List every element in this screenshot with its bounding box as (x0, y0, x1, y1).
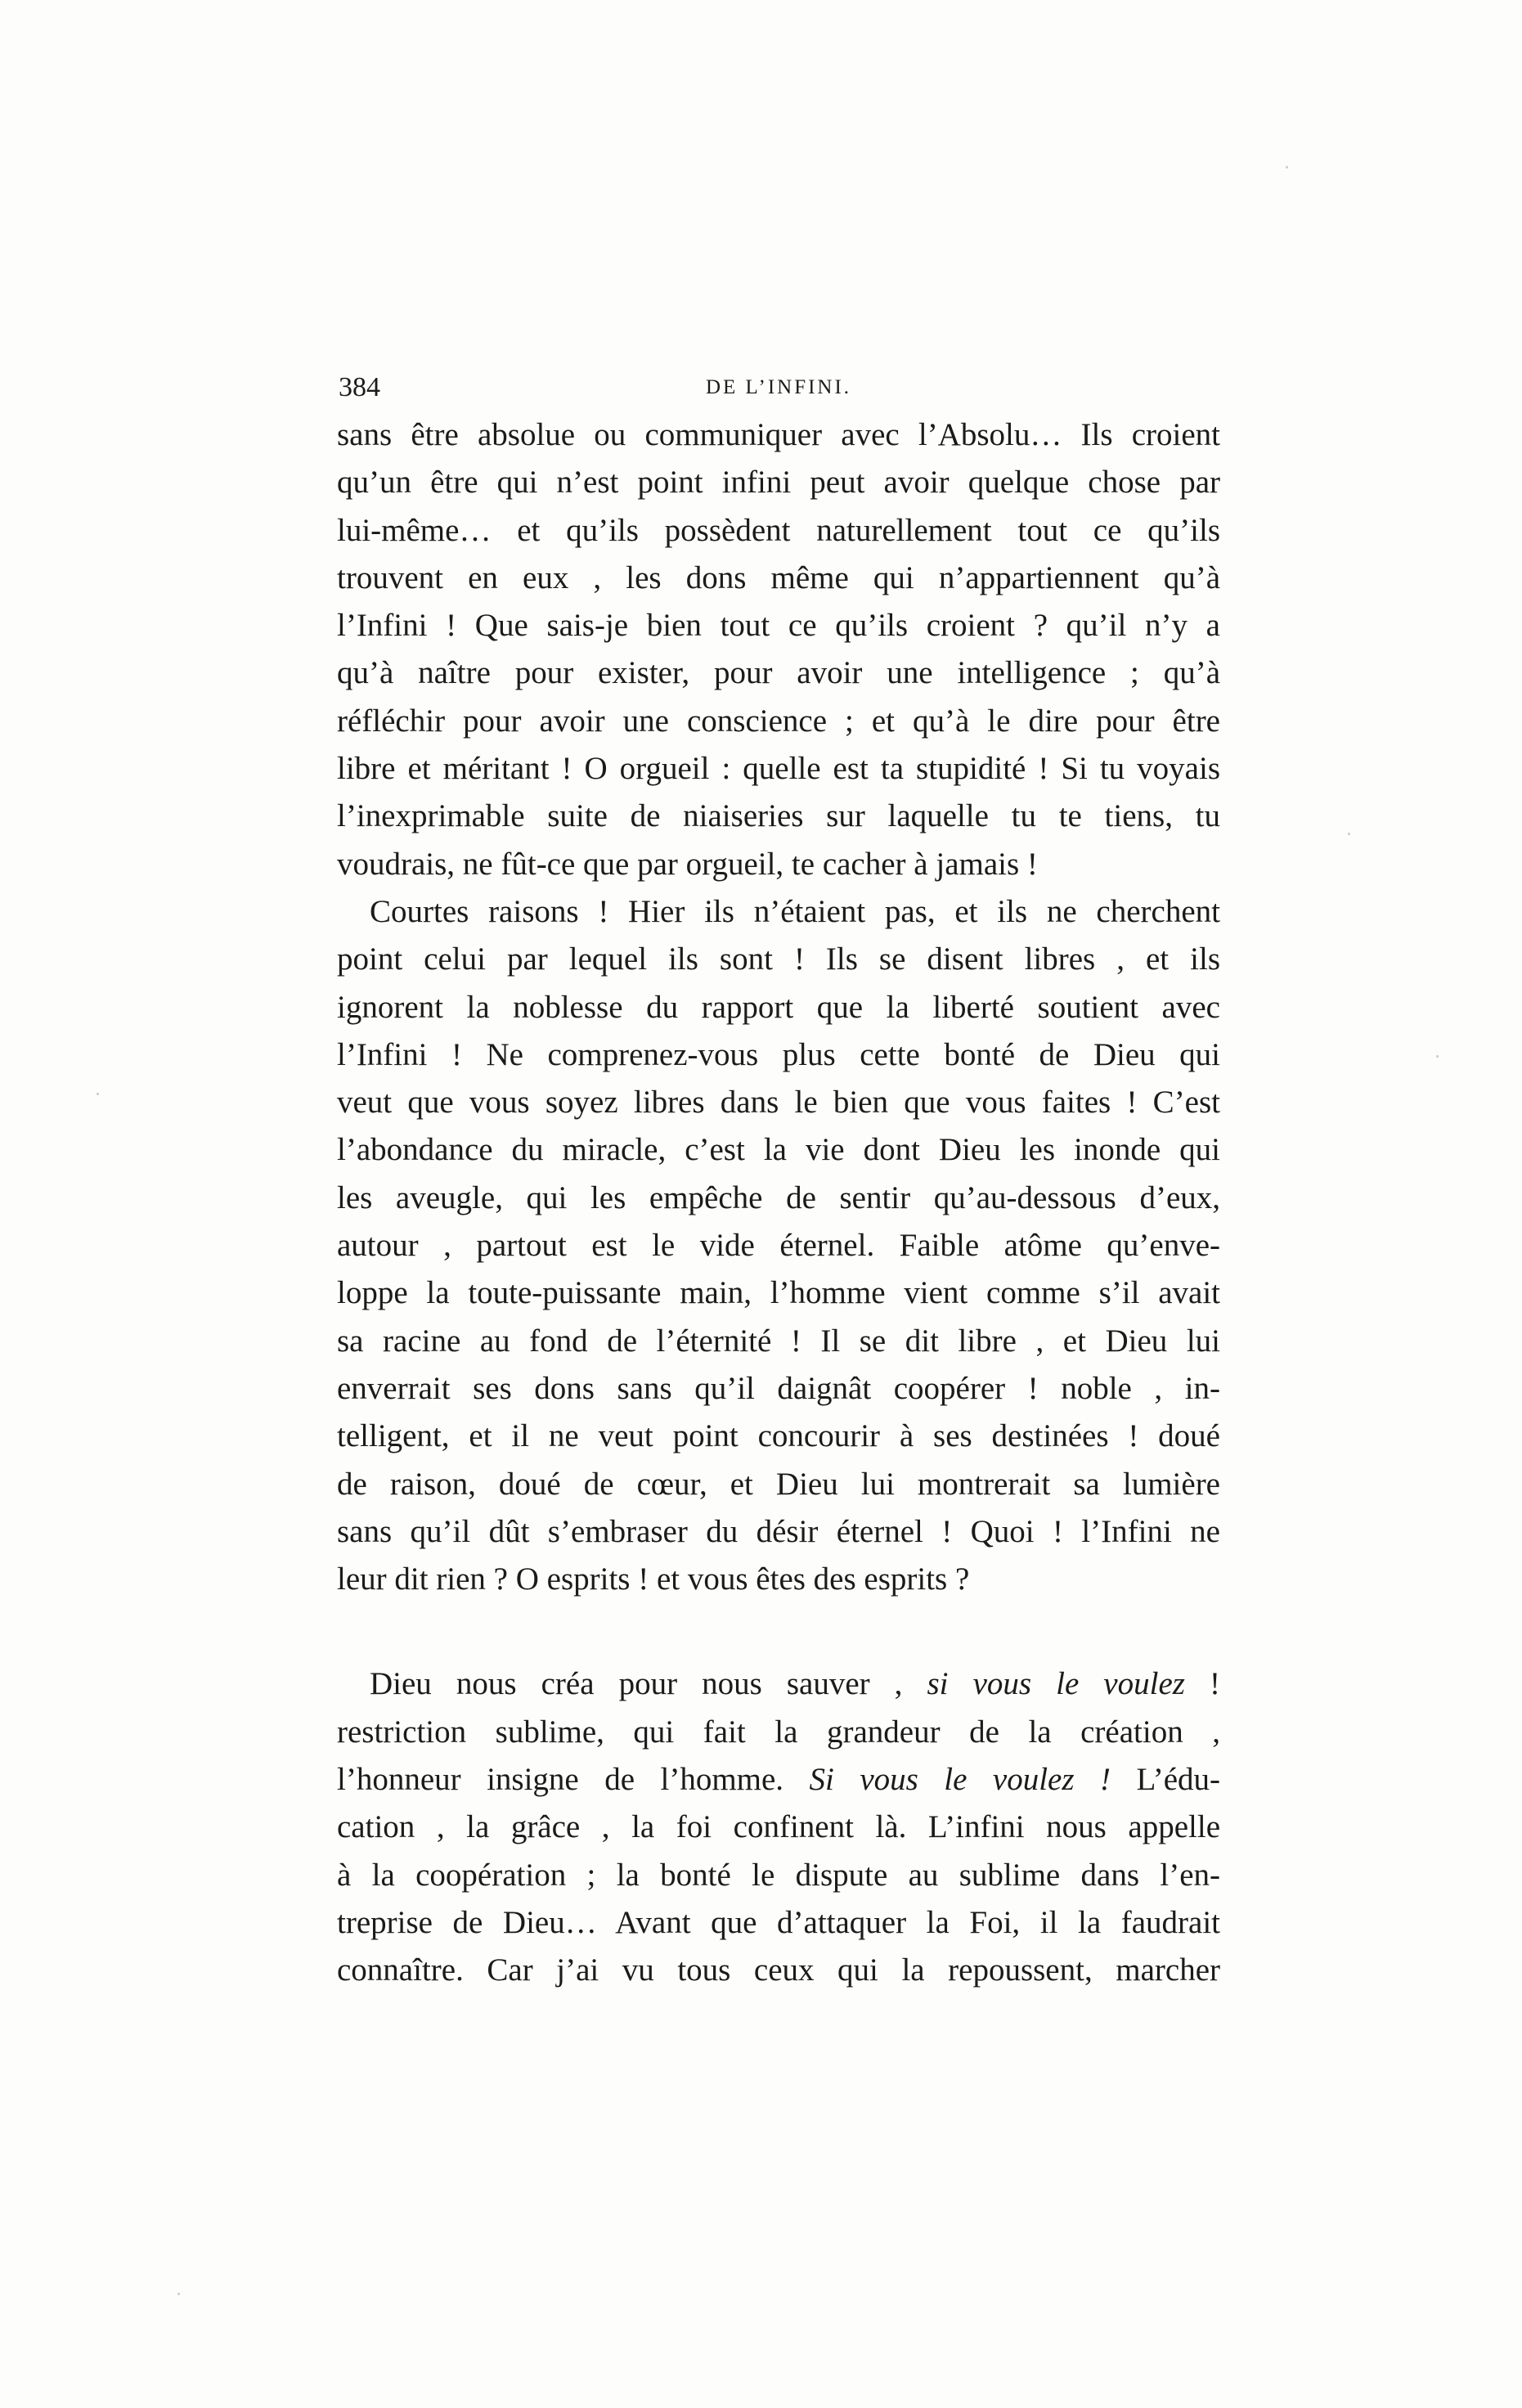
page-number: 384 (339, 372, 380, 402)
paragraph-3 (337, 1660, 1220, 1994)
text-line: cation , la grâce , la foi confinent là. L’infini nous appelle (337, 1809, 1220, 1845)
text-line: à la coopération ; la bonté le dispute au sublime dans l’en- (337, 1857, 1220, 1893)
text-line: sans être absolue ou communiquer avec l’Absolu… Ils croient (337, 417, 1220, 452)
text-line: autour , partout est le vide éternel. Faible atôme qu’enve- (337, 1228, 1220, 1264)
text-line: sans qu’il dût s’embraser du désir éternel ! Quoi ! l’Infini ne (337, 1513, 1220, 1549)
text-line: treprise de Dieu… Avant que d’attaquer la Foi, il la faudrait (337, 1904, 1220, 1940)
emphasis-text: Si vous le voulez ! (809, 1762, 1111, 1798)
paper-speck (97, 1093, 99, 1095)
paper-speck (177, 2293, 180, 2295)
text-run: ! (1184, 1666, 1220, 1702)
text-line: veut que vous soyez libres dans le bien que vous faites ! C’est (337, 1085, 1220, 1121)
text-line: l’Infini ! Ne comprenez-vous plus cette bonté de Dieu qui (337, 1036, 1220, 1072)
emphasis-text: si vous le voulez (927, 1666, 1185, 1702)
text-line: voudrais, ne fût-ce que par orgueil, te cacher à jamais ! (337, 846, 1038, 882)
text-line: enverrait ses dons sans qu’il daignât coopérer ! noble , in- (337, 1370, 1220, 1406)
text-line: réfléchir pour avoir une conscience ; et qu’à le dire pour être (337, 703, 1220, 739)
paragraph-2 (337, 888, 1220, 1603)
text-line (337, 1660, 1220, 1708)
text-line: qu’un être qui n’est point infini peut avoir quelque chose par (337, 465, 1220, 501)
text-line: l’abondance du miracle, c’est la vie dont Dieu les inonde qui (337, 1132, 1220, 1168)
text-line: l’Infini ! Que sais-je bien tout ce qu’ils croient ? qu’il n’y a (337, 608, 1220, 644)
text-run: L’édu- (1111, 1762, 1220, 1798)
text-line: libre et méritant ! O orgueil : quelle est ta stupidité ! Si tu voyais (337, 751, 1220, 787)
text-line: telligent, et il ne veut point concourir à ses destinées ! doué (337, 1418, 1220, 1454)
text-line: les aveugle, qui les empêche de sentir qu’au-dessous d’eux, (337, 1179, 1220, 1215)
paper-speck (1286, 166, 1288, 168)
text-line: loppe la toute-puissante main, l’homme vient comme s’il avait (337, 1275, 1220, 1311)
text-line: point celui par lequel ils sont ! Ils se disent libres , et ils (337, 941, 1220, 977)
text-line: ignorent la noblesse du rapport que la liberté soutient avec (337, 989, 1220, 1025)
text-line: qu’à naître pour exister, pour avoir une intelligence ; qu’à (337, 655, 1220, 691)
text-run: Dieu nous créa pour nous sauver , (370, 1666, 927, 1702)
paper-speck (1348, 833, 1350, 835)
text-line: de raison, doué de cœur, et Dieu lui montrerait sa lumière (337, 1466, 1220, 1502)
text-line: Courtes raisons ! Hier ils n’étaient pas, et ils ne cherchent (370, 893, 1220, 929)
text-line: connaître. Car j’ai vu tous ceux qui la repoussent, marcher (337, 1952, 1220, 1988)
running-head: DE L’INFINI. (705, 376, 852, 398)
text-block (337, 364, 1220, 1995)
page-header (337, 364, 1220, 411)
text-line: sa racine au fond de l’éternité ! Il se dit libre , et Dieu lui (337, 1323, 1220, 1359)
text-line: leur dit rien ? O esprits ! et vous êtes des esprits ? (337, 1561, 970, 1597)
text-line (337, 1756, 1220, 1804)
section-gap (337, 1603, 1220, 1660)
paragraph-1 (337, 411, 1220, 888)
text-run: l’honneur insigne de l’homme. (337, 1762, 810, 1798)
text-line: l’inexprimable suite de niaiseries sur laquelle tu te tiens, tu (337, 798, 1220, 834)
text-line: lui-même… et qu’ils possèdent naturellement tout ce qu’ils (337, 512, 1220, 548)
text-line: restriction sublime, qui fait la grandeur de la création , (337, 1714, 1220, 1750)
text-line: trouvent en eux , les dons même qui n’appartiennent qu’à (337, 559, 1220, 595)
paper-speck (1436, 1055, 1439, 1058)
